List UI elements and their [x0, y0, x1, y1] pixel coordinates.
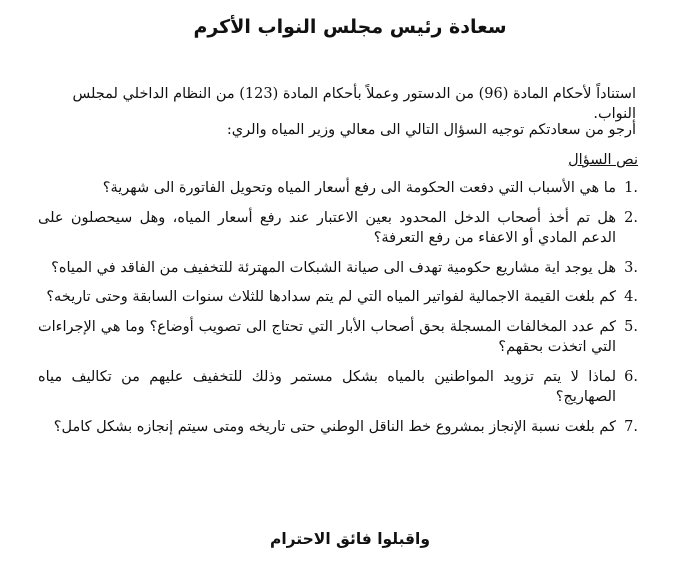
intro-request: أرجو من سعادتكم توجيه السؤال التالي الى معالي وزير المياه والري:: [226, 122, 636, 138]
question-item: [38, 258, 638, 279]
question-text: هل تم أخذ أصحاب الدخل المحدود بعين الاعتبار عند رفع أسعار المياه، وهل سيحصلون على الدعم المادي أو الاعفاء من رفع التعرفة؟: [38, 209, 616, 246]
question-number: 2.: [624, 209, 638, 226]
question-item: [38, 208, 638, 249]
question-text: كم بلغت القيمة الاجمالية لفواتير المياه التي لم يتم سدادها للثلاث سنوات السابقة وحتى تاريخه؟: [46, 289, 616, 305]
questions-header: نص السؤال: [568, 152, 638, 168]
question-item: [38, 367, 638, 408]
question-item: [38, 417, 638, 438]
question-text: كم بلغت نسبة الإنجاز بمشروع خط الناقل الوطني حتى تاريخه ومتى سيتم إنجازه بشكل كامل؟: [53, 418, 616, 435]
question-item: [38, 317, 638, 358]
question-number: 3.: [624, 259, 638, 276]
question-item: [38, 178, 638, 199]
question-item: [38, 287, 638, 308]
question-number: 4.: [624, 289, 638, 305]
intro-legal-basis: استناداً لأحكام المادة (96) من الدستور وعملاً بأحكام المادة (123) من النظام الداخلي لمجلس النواب.: [72, 86, 636, 122]
question-number: 6.: [624, 368, 638, 385]
question-number: 7.: [624, 418, 638, 435]
question-text: هل يوجد اية مشاريع حكومية تهدف الى صيانة الشبكات المهترئة للتخفيف من الفاقد في المياه؟: [51, 259, 616, 276]
letter-title: سعادة رئيس مجلس النواب الأكرم: [193, 16, 507, 38]
questions-list: [38, 178, 638, 446]
question-number: 5.: [624, 318, 638, 335]
closing-salutation: واقبلوا فائق الاحترام: [269, 530, 430, 548]
question-number: 1.: [624, 180, 638, 196]
question-text: ما هي الأسباب التي دفعت الحكومة الى رفع أسعار المياه وتحويل الفاتورة الى شهرية؟: [102, 180, 616, 196]
question-text: كم عدد المخالفات المسجلة بحق أصحاب الأبار التي تحتاج الى تصويب أوضاع؟ وما هي الإجراءات التي اتخذت بحقهم؟: [38, 318, 616, 355]
question-text: لماذا لا يتم تزويد المواطنين بالمياه بشكل مستمر وذلك للتخفيف عليهم من تكاليف مياه الصهاريج؟: [38, 368, 616, 405]
